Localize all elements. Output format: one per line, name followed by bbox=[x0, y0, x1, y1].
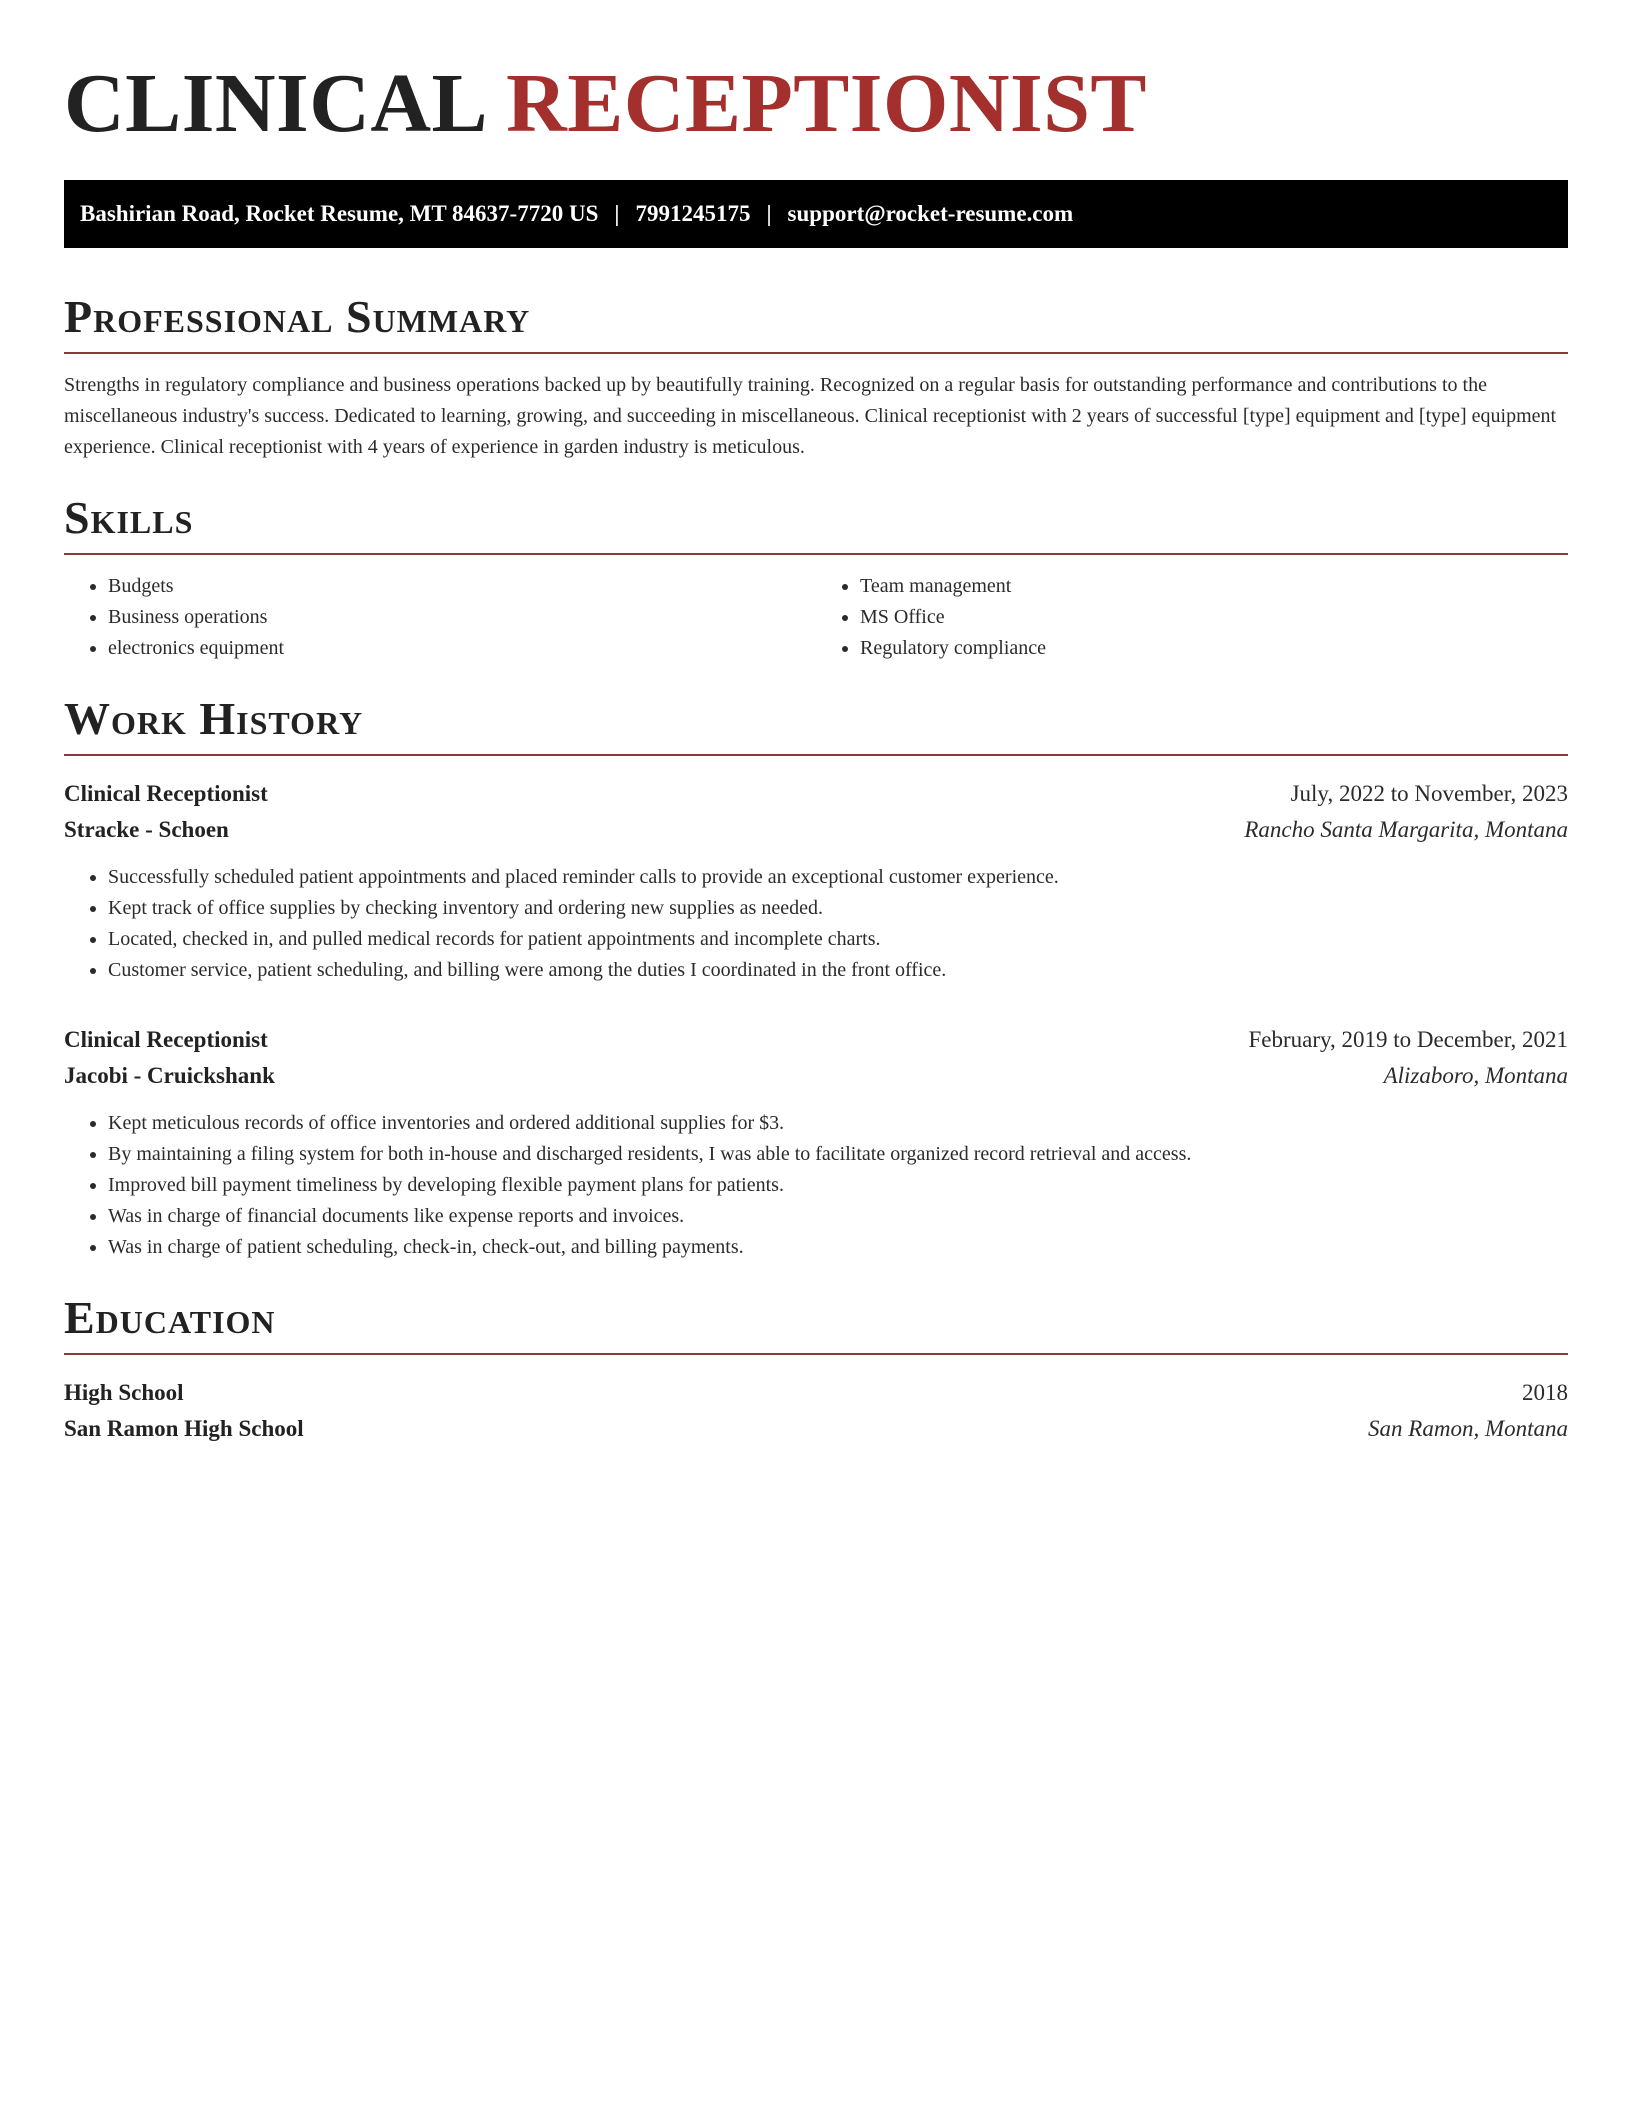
education-degree: High School bbox=[64, 1380, 184, 1405]
contact-separator: | bbox=[766, 201, 772, 226]
job-company-row bbox=[64, 1058, 1568, 1094]
job-title-row bbox=[64, 1022, 1568, 1058]
resume-name bbox=[64, 58, 1568, 150]
job-title-row bbox=[64, 776, 1568, 812]
skill-item: • MS Office bbox=[860, 602, 1568, 633]
education-school-row bbox=[64, 1411, 1568, 1447]
job-bullet: • Kept meticulous records of office inventories and ordered additional supplies for $3. bbox=[108, 1108, 1568, 1139]
education-year: 2018 bbox=[1522, 1380, 1568, 1405]
name-last: RECEPTIONIST bbox=[506, 57, 1147, 150]
job-entry bbox=[64, 776, 1568, 986]
job-bullets bbox=[64, 862, 1568, 986]
job-company: Jacobi - Cruickshank bbox=[64, 1063, 275, 1088]
job-bullet: • Kept track of office supplies by checking inventory and ordering new supplies as needed. bbox=[108, 893, 1568, 924]
job-bullet: • Improved bill payment timeliness by developing flexible payment plans for patients. bbox=[108, 1170, 1568, 1201]
skill-item: • Business operations bbox=[108, 602, 816, 633]
job-dates: February, 2019 to December, 2021 bbox=[1248, 1027, 1568, 1052]
summary-section bbox=[64, 292, 1568, 463]
contact-separator: | bbox=[614, 201, 620, 226]
skill-item: • Team management bbox=[860, 571, 1568, 602]
job-bullet: • Was in charge of financial documents like expense reports and invoices. bbox=[108, 1201, 1568, 1232]
skills-section bbox=[64, 493, 1568, 664]
summary-text: Strengths in regulatory compliance and business operations backed up by beautifully training. Recognized on a regular basis for outstanding performance and contributions to the miscellaneous industry's success. Dedicated to learning, growing, and succeeding in miscellaneous. Clinical receptionist with 2 years of successful [type] equipment and [type] equipment experience. Clinical receptionist with 4 years of experience in garden industry is meticulous. bbox=[64, 374, 1557, 458]
job-entry bbox=[64, 1022, 1568, 1263]
skill-item: • Budgets bbox=[108, 571, 816, 602]
education-school: San Ramon High School bbox=[64, 1416, 304, 1441]
name-first: CLINICAL bbox=[64, 57, 489, 150]
skill-item: • electronics equipment bbox=[108, 633, 816, 664]
job-bullet: • Was in charge of patient scheduling, check-in, check-out, and billing payments. bbox=[108, 1232, 1568, 1263]
job-title: Clinical Receptionist bbox=[64, 1027, 268, 1052]
job-bullet: • Successfully scheduled patient appointments and placed reminder calls to provide an exceptional customer experience. bbox=[108, 862, 1568, 893]
education-location: San Ramon, Montana bbox=[1368, 1416, 1568, 1441]
work-heading: Work History bbox=[64, 694, 1568, 756]
job-location: Alizaboro, Montana bbox=[1383, 1063, 1568, 1088]
contact-address: Bashirian Road, Rocket Resume, MT 84637-7720 US bbox=[80, 201, 599, 226]
contact-email: support@rocket-resume.com bbox=[787, 201, 1074, 226]
skill-item: • Regulatory compliance bbox=[860, 633, 1568, 664]
contact-bar bbox=[64, 180, 1568, 248]
skills-list-right bbox=[816, 571, 1568, 664]
job-dates: July, 2022 to November, 2023 bbox=[1290, 781, 1568, 806]
job-bullets bbox=[64, 1108, 1568, 1263]
skills-list-left bbox=[64, 571, 816, 664]
job-title: Clinical Receptionist bbox=[64, 781, 268, 806]
education-degree-row bbox=[64, 1375, 1568, 1411]
education-heading: Education bbox=[64, 1293, 1568, 1355]
skills-columns bbox=[64, 571, 1568, 664]
summary-heading: Professional Summary bbox=[64, 292, 1568, 354]
job-bullet: • Customer service, patient scheduling, and billing were among the duties I coordinated in the front office. bbox=[108, 955, 1568, 986]
work-section bbox=[64, 694, 1568, 1263]
contact-phone: 7991245175 bbox=[635, 201, 751, 226]
job-company-row bbox=[64, 812, 1568, 848]
skills-heading: Skills bbox=[64, 493, 1568, 555]
job-location: Rancho Santa Margarita, Montana bbox=[1244, 817, 1568, 842]
education-section bbox=[64, 1293, 1568, 1447]
education-entry bbox=[64, 1375, 1568, 1447]
job-bullet: • Located, checked in, and pulled medical records for patient appointments and incomplete charts. bbox=[108, 924, 1568, 955]
job-bullet: • By maintaining a filing system for both in-house and discharged residents, I was able to facilitate organized record retrieval and access. bbox=[108, 1139, 1568, 1170]
job-company: Stracke - Schoen bbox=[64, 817, 229, 842]
